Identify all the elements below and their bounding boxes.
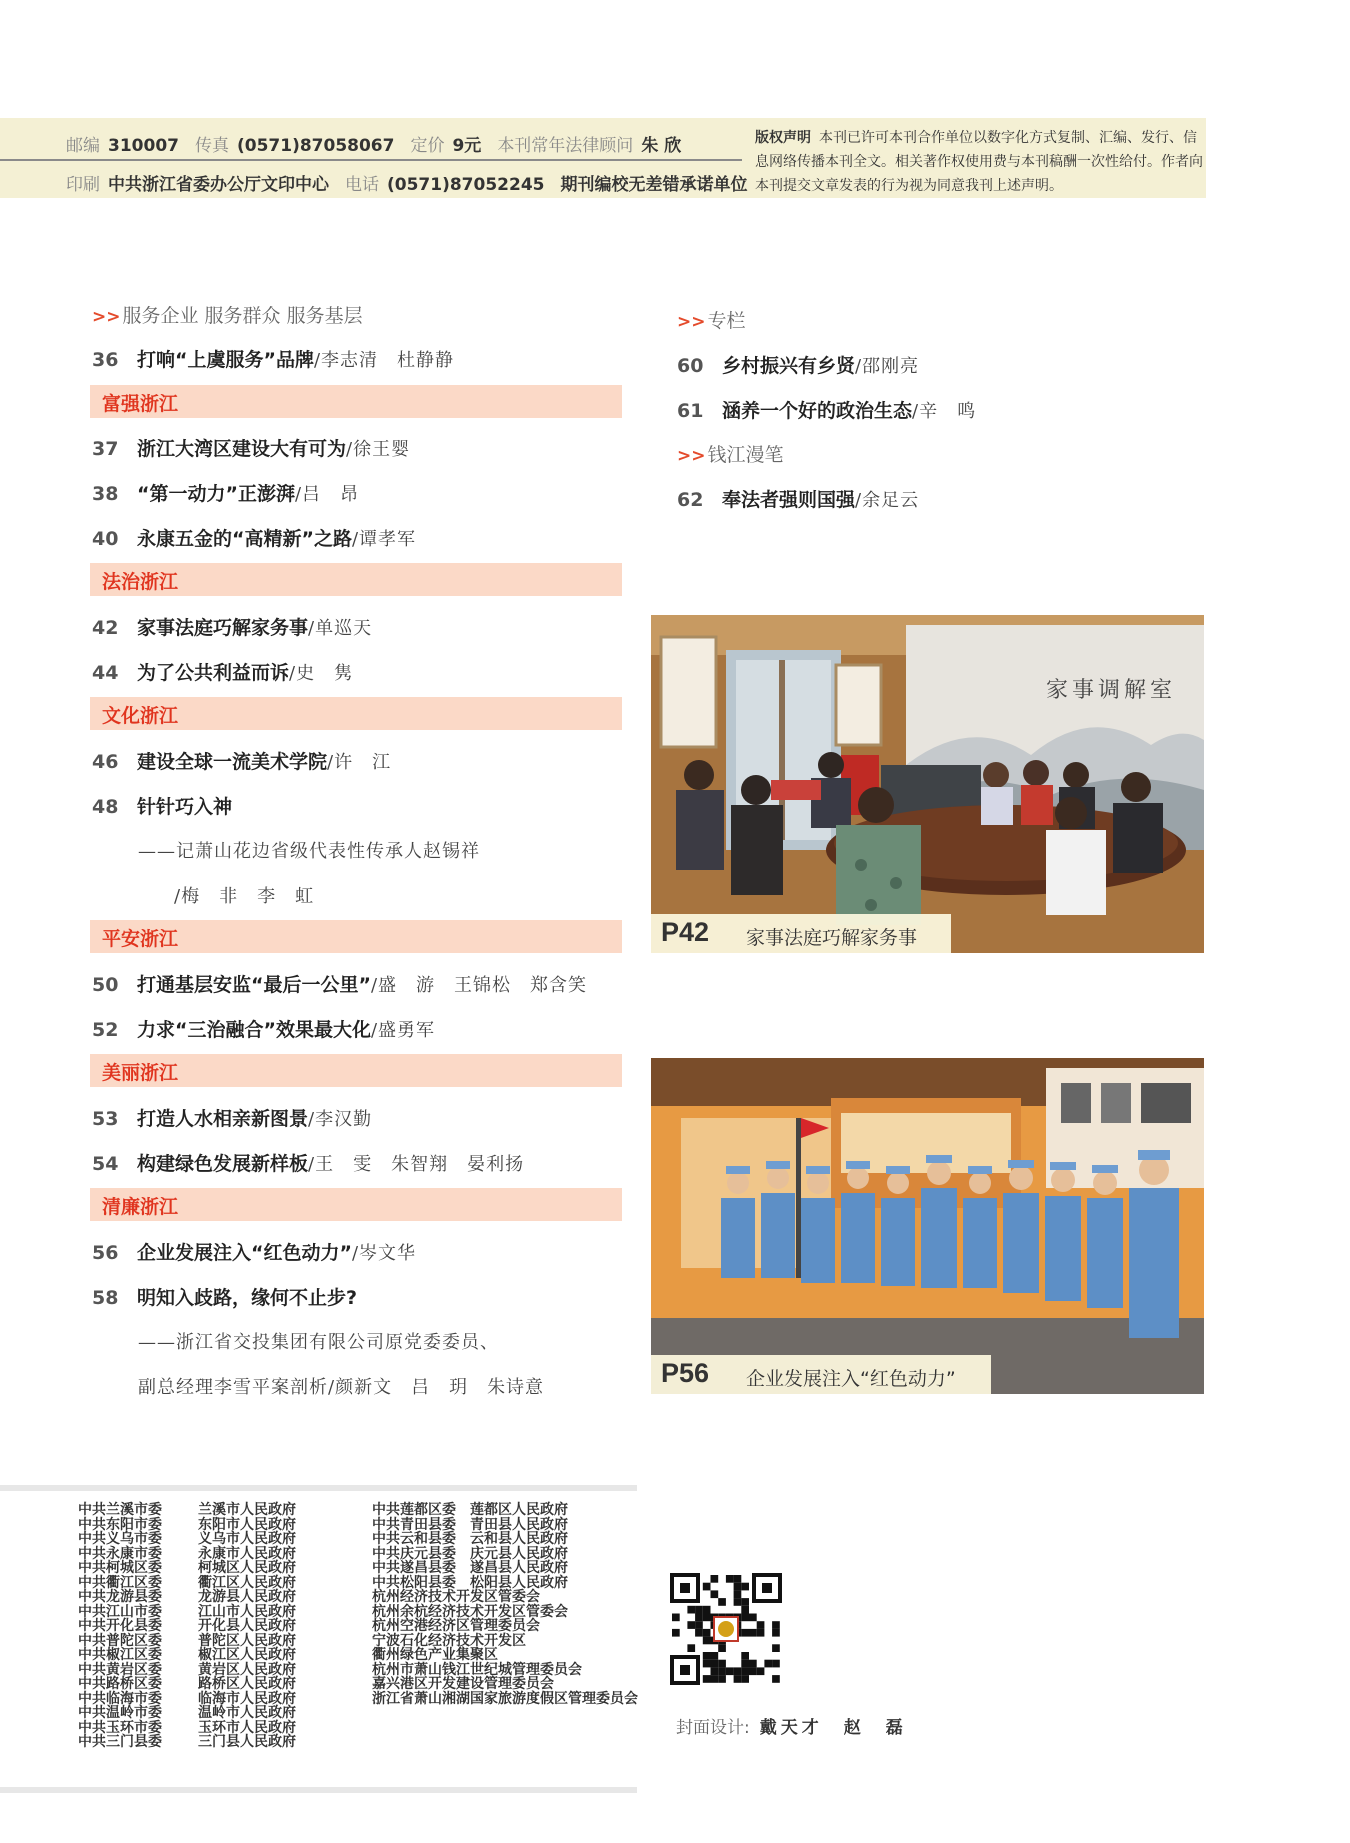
band-label: 美丽浙江 [102,1062,179,1084]
printer: 中共浙江省委办公厅文印中心 [108,175,329,195]
photo-p56[interactable] [651,1058,1204,1394]
mediation-room-sign: 家事调解室 [1046,678,1177,703]
sponsor-entry: 中共玉环市委 [78,1719,162,1736]
toc-item-56[interactable] [92,1238,416,1265]
sponsor-entry: 中共松阳县委 松阳县人民政府 [372,1574,568,1591]
sponsor-entry: 嘉兴港区开发建设管理委员会 [372,1676,554,1692]
article-title: 构建绿色发展新样板 [137,1153,309,1175]
band-fuqiang [90,385,622,418]
sponsor-entry: 中共庆元县委 庆元县人民政府 [372,1545,568,1562]
sponsor-entry: 永康市人民政府 [198,1545,296,1562]
section-serve-label: 服务企业 服务群众 服务基层 [122,305,363,327]
sponsor-entry: 杭州空港经济区管理委员会 [372,1618,540,1634]
copyright-text: 本刊已许可本刊合作单位以数字化方式复制、汇编、发行、信息网络传播本刊全文。相关著作权使用费与本刊稿酬一次性给付。作者向本刊提交文章发表的行为视为同意我刊上述声明。 [755,130,1203,194]
article-author: /余足云 [855,490,920,511]
article-title: 家事法庭巧解家务事 [137,617,309,639]
sponsor-entry: 中共龙游县委 [78,1589,162,1605]
article-title: 明知入歧路，缘何不止步? [137,1287,358,1309]
info-line-2 [66,170,763,195]
price-label: 定价 [410,136,445,156]
fax-label: 传真 [194,136,229,156]
article-title: 永康五金的“高精新”之路 [137,528,352,550]
sponsor-entry: 中共路桥区委 [78,1676,162,1692]
article-title: “第一动力”正澎湃 [137,483,295,505]
copyright-label: 版权声明 [755,130,811,146]
page-number: 52 [92,1019,119,1041]
page-number: 56 [92,1242,119,1264]
toc-item-42[interactable] [92,613,372,640]
page-number: 40 [92,528,119,550]
cover-design-label: 封面设计: [676,1718,750,1738]
sponsor-entry: 中共永康市委 [78,1545,162,1562]
family-court-photo [651,615,1204,953]
sponsor-entry: 杭州经济技术开发区管委会 [372,1589,540,1605]
section-column-label: 专栏 [707,310,746,332]
page-number: 61 [677,400,704,422]
cover-design-names: 戴天才 赵 磊 [759,1718,907,1738]
sponsor-entry: 柯城区人民政府 [198,1560,296,1576]
sponsor-entry: 龙游县人民政府 [198,1589,296,1605]
article-author: /单巡天 [308,618,373,639]
sponsor-entry: 临海市人民政府 [198,1690,296,1707]
article-title: 打响“上虞服务”品牌 [137,349,314,371]
page-number: 58 [92,1287,119,1309]
toc-item-40[interactable] [92,524,416,551]
arrow-icon: >> [677,312,706,332]
toc-authors-48: /梅 非 李 虹 [174,886,315,907]
sponsor-entry: 中共江山市委 [78,1603,162,1620]
sponsor-entry: 东阳市人民政府 [198,1516,296,1533]
sponsor-entry: 中共遂昌县委 遂昌县人民政府 [372,1560,568,1576]
sponsor-entry: 开化县人民政府 [198,1618,296,1634]
sponsor-entry: 宁波石化经济技术开发区 [372,1632,526,1649]
sponsor-entry: 衢州绿色产业集聚区 [372,1647,498,1663]
page-number: 53 [92,1108,119,1130]
counsel-label: 本刊常年法律顾问 [497,136,634,156]
arrow-icon: >> [677,446,706,466]
info-line-1 [66,131,697,156]
toc-authors-58: 副总经理李雪平案剖析/颜新文 吕 玥 朱诗意 [138,1377,545,1398]
sponsor-entry: 中共温岭市委 [78,1705,162,1721]
page-number: 48 [92,796,119,818]
page-number: 38 [92,483,119,505]
sponsor-entry: 温岭市人民政府 [198,1705,296,1721]
sponsor-entry: 中共义乌市委 [78,1531,162,1547]
sponsor-entry: 义乌市人民政府 [198,1531,296,1547]
photo-caption-p56 [651,1355,991,1394]
toc-item-48[interactable] [92,792,232,819]
phone-label: 电话 [345,175,379,195]
fax: (0571)87058067 [236,136,395,156]
sponsor-entry: 中共黄岩区委 [78,1661,162,1678]
section-column [677,306,746,333]
info-divider [0,159,742,161]
sponsor-column-2 [198,1503,296,1750]
info-bar [0,118,1206,198]
sponsor-entry: 中共椒江区委 [78,1647,162,1663]
band-label: 平安浙江 [102,928,179,950]
toc-item-46[interactable] [92,747,391,774]
article-author: /王 雯 朱智翔 晏利扬 [308,1154,525,1175]
band-fazhi [90,563,622,596]
band-meili [90,1054,622,1087]
article-author: /吕 昂 [294,484,360,505]
sponsor-entry: 中共临海市委 [78,1690,162,1707]
postcode-label: 邮编 [66,136,100,156]
toc-item-44[interactable] [92,658,353,685]
page-number: 44 [92,662,119,684]
sponsor-entry: 中共莲都区委 莲都区人民政府 [372,1502,568,1518]
article-title: 企业发展注入“红色动力” [137,1242,352,1264]
band-wenhua [90,697,622,730]
band-label: 法治浙江 [102,571,179,593]
sponsor-entry: 中共青田县委 青田县人民政府 [372,1516,568,1533]
band-pingan [90,920,622,953]
page-number: 37 [92,438,119,460]
toc-subtitle-58: ——浙江省交投集团有限公司原党委委员、 [138,1332,499,1353]
toc-item-62[interactable] [677,485,919,512]
page-number: 50 [92,974,119,996]
sponsor-entry: 中共云和县委 云和县人民政府 [372,1531,568,1547]
band-qinglian [90,1188,622,1221]
article-title: 力求“三治融合”效果最大化 [137,1019,371,1041]
printer-label: 印刷 [66,175,100,195]
sponsor-list [0,1485,637,1793]
photo-caption-text: 企业发展注入“红色动力” [746,1368,956,1390]
article-title: 涵养一个好的政治生态 [722,400,913,422]
photo-caption-text: 家事法庭巧解家务事 [746,927,918,949]
sponsor-entry: 路桥区人民政府 [198,1676,296,1692]
sponsor-entry: 杭州市萧山钱江世纪城管理委员会 [372,1661,582,1678]
sponsor-column-3 [372,1503,638,1706]
photo-page-number: P56 [661,1358,710,1388]
toc-item-50[interactable] [92,970,587,997]
sponsor-entry: 江山市人民政府 [198,1603,296,1620]
article-author: /谭孝军 [351,529,417,550]
section-essay [677,440,784,467]
toc-subtitle-48: ——记萧山花边省级代表性传承人赵锡祥 [138,841,480,862]
red-education-photo [651,1058,1204,1394]
sponsor-entry: 杭州余杭经济技术开发区管委会 [372,1603,568,1620]
page-number: 46 [92,751,119,773]
postcode: 310007 [108,136,179,156]
toc-item-38[interactable] [92,479,359,506]
article-author: /李汉勤 [308,1109,373,1130]
sponsor-column-1 [78,1503,162,1750]
page-number: 42 [92,617,119,639]
toc-item-54[interactable] [92,1149,524,1176]
band-label: 清廉浙江 [102,1196,179,1218]
photo-p42[interactable] [651,615,1204,953]
sponsor-entry: 中共东阳市委 [78,1516,162,1533]
sponsor-entry: 三门县人民政府 [198,1734,296,1750]
page-number: 60 [677,355,704,377]
article-title: 建设全球一流美术学院 [137,751,328,773]
toc-item-60[interactable] [677,351,919,378]
sponsor-entry: 黄岩区人民政府 [198,1661,296,1678]
article-author: /徐王婴 [346,439,411,460]
toc-item-37[interactable] [92,434,410,461]
article-author: /辛 鸣 [912,401,977,422]
article-author: /史 隽 [289,663,354,684]
photo-caption-p42 [651,914,951,953]
article-title: 乡村振兴有乡贤 [722,355,856,377]
article-title: 奉法者强则国强 [722,489,856,511]
toc-item-58[interactable] [92,1283,357,1310]
article-title: 浙江大湾区建设大有可为 [137,438,347,460]
qr-code-icon[interactable] [670,1573,782,1685]
article-author: /许 江 [327,752,392,773]
article-author: /李志清 杜静静 [313,350,455,371]
sponsor-entry: 玉环市人民政府 [198,1719,296,1736]
sponsor-entry: 中共开化县委 [78,1618,162,1634]
sponsor-entry: 中共三门县委 [78,1734,162,1750]
article-author: /岑文华 [351,1243,417,1264]
page-number: 54 [92,1153,119,1175]
page-number: 36 [92,349,119,371]
toc-item-52[interactable] [92,1015,435,1042]
copyright-notice [755,126,1205,198]
sponsor-entry: 中共衢江区委 [78,1574,162,1591]
article-title: 打造人水相亲新图景 [137,1108,309,1130]
sponsor-entry: 兰溪市人民政府 [198,1502,296,1518]
cover-design-credit [676,1713,907,1738]
sponsor-entry: 椒江区人民政府 [198,1647,296,1663]
sponsor-entry: 衢江区人民政府 [198,1574,296,1591]
price: 9元 [452,136,482,156]
band-label: 文化浙江 [102,705,179,727]
phone: (0571)87052245 [387,175,545,195]
photo-page-number: P42 [661,917,710,947]
sponsor-entry: 普陀区人民政府 [198,1632,296,1649]
article-author: /邵刚亮 [855,356,920,377]
toc-item-61[interactable] [677,396,976,423]
sponsor-entry: 中共普陀区委 [78,1632,162,1649]
article-title: 打通基层安监“最后一公里” [137,974,371,996]
section-serve [92,301,363,328]
article-author: /盛 游 王锦松 郑含笑 [370,975,588,996]
counsel: 朱 欣 [641,136,682,156]
promise: 期刊编校无差错承诺单位 [560,175,748,195]
toc-item-53[interactable] [92,1104,372,1131]
sponsor-entry: 中共兰溪市委 [78,1502,162,1518]
arrow-icon: >> [92,307,121,327]
section-essay-label: 钱江漫笔 [707,444,784,466]
article-title: 针针巧入神 [137,796,233,818]
article-title: 为了公共利益而诉 [137,662,290,684]
sponsor-entry: 浙江省萧山湘湖国家旅游度假区管理委员会 [372,1690,638,1707]
page-number: 62 [677,489,704,511]
article-author: /盛勇军 [370,1020,436,1041]
sponsor-entry: 中共柯城区委 [78,1560,162,1576]
toc-item-36[interactable] [92,345,454,372]
band-label: 富强浙江 [102,393,179,415]
